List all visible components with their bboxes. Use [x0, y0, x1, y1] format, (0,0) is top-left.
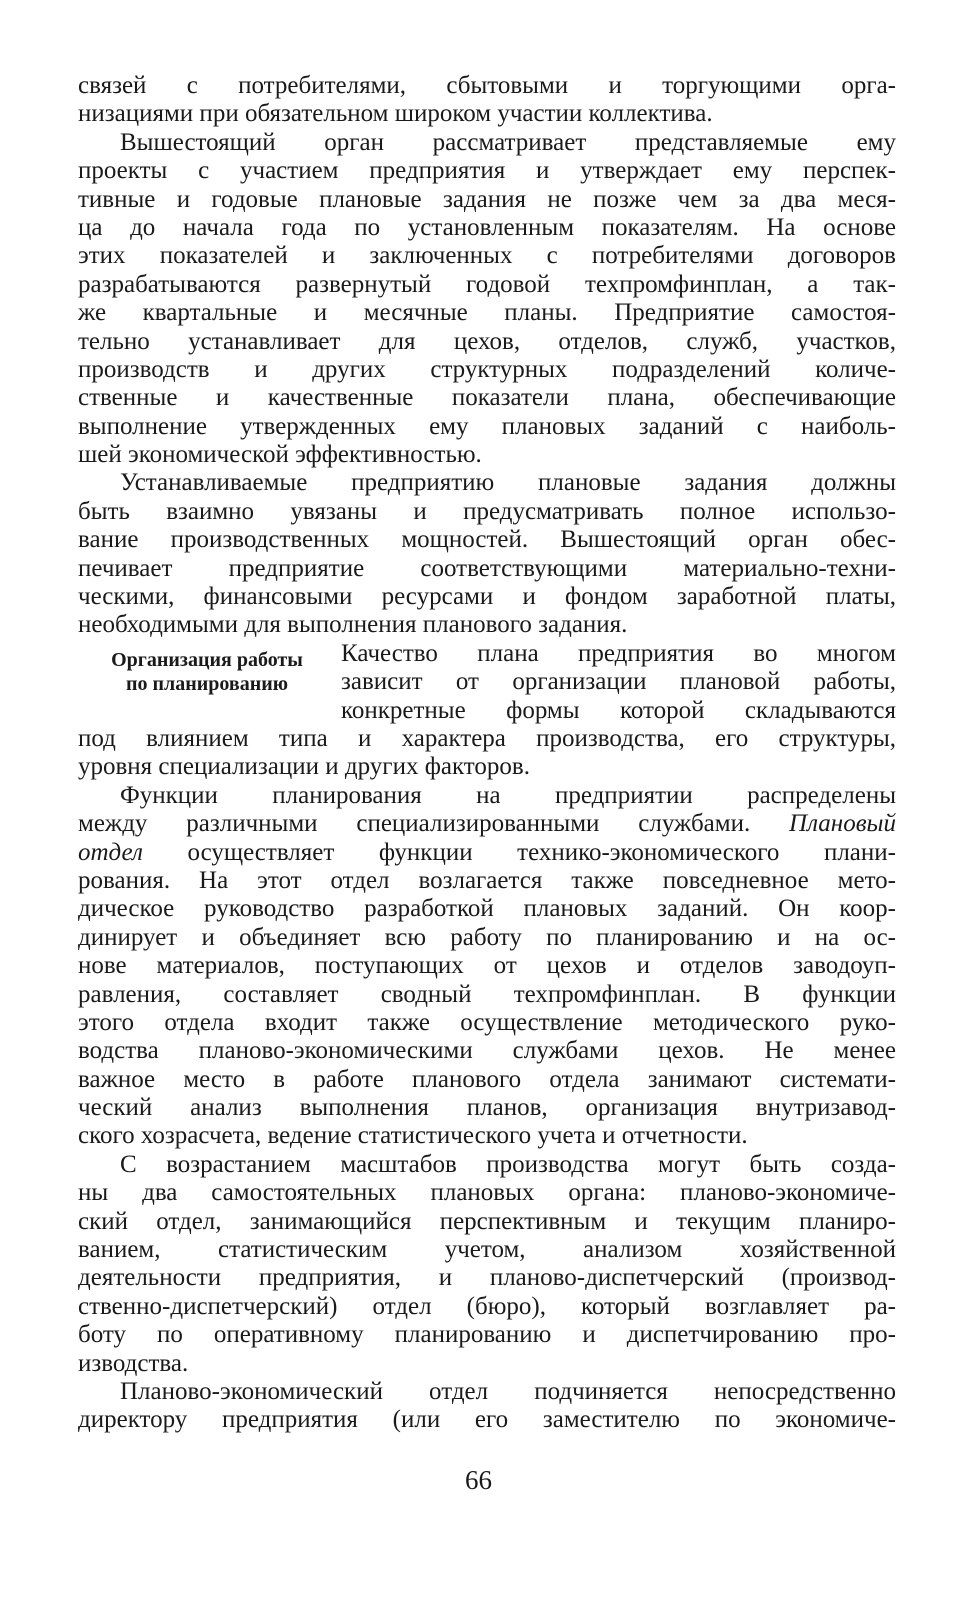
text-line: необходимыми для выполнения планового задания.: [78, 611, 628, 639]
text-line: рования. На этот отдел возлагается также повседневное мето-: [78, 866, 896, 894]
text-line: изводства.: [78, 1349, 189, 1377]
text-line: ческими, финансовыми ресурсами и фондом заработной платы,: [78, 583, 896, 611]
paragraph-1: [78, 72, 896, 129]
text-line: зависит от организации плановой работы,: [341, 668, 896, 696]
page-body: [78, 72, 896, 1435]
text-line: печивает предприятие соответствующими материально-техни-: [78, 554, 896, 582]
text-line: Качество плана предприятия во многом: [341, 639, 896, 667]
text-line: низациями при обязательном широком участии коллектива.: [78, 100, 713, 128]
text-line: боту по оперативному планированию и диспетчированию про-: [78, 1321, 896, 1349]
text-line: этих показателей и заключенных с потребителями договоров: [78, 242, 896, 270]
side-heading-line: Организация работы: [111, 648, 303, 671]
text-line: деятельности предприятия, и планово-диспетчерский (производ-: [78, 1264, 896, 1292]
text-line: ческий анализ выполнения планов, организация внутризавод-: [78, 1094, 896, 1122]
text-run: осуществляет функции технико-экономического плани-: [142, 838, 896, 866]
text-line: важное место в работе планового отдела занимают системати-: [78, 1065, 896, 1093]
text-line: конкретные формы которой складываются: [341, 696, 896, 724]
text-run: между различными специализированными службами.: [78, 810, 790, 838]
text-line: проекты с участием предприятия и утверждает ему перспек-: [78, 157, 896, 185]
text-line: [78, 810, 896, 838]
text-line: [78, 839, 896, 867]
page-number: 66: [465, 1465, 492, 1495]
text-line: связей с потребителями, сбытовыми и торгующими орга-: [78, 72, 896, 99]
text-line: ский отдел, занимающийся перспективным и текущим планиро-: [78, 1207, 896, 1235]
text-line: ны два самостоятельных плановых органа: планово-экономиче-: [78, 1179, 896, 1207]
text-line: водства планово-экономическими службами цехов. Не менее: [78, 1037, 896, 1065]
text-line: тельно устанавливает для цехов, отделов, служб, участков,: [78, 327, 896, 355]
text-line: этого отдела входит также осуществление методического руко-: [78, 1008, 896, 1036]
text-line: тивные и годовые плановые задания не позже чем за два меся-: [78, 185, 896, 213]
side-heading: [78, 648, 336, 696]
text-line: ственные и качественные показатели плана, обеспечивающие: [78, 384, 896, 412]
text-line: ского хозрасчета, ведение статистического учета и отчетности.: [78, 1122, 748, 1150]
side-heading-line: по планированию: [125, 672, 289, 695]
text-line: ца до начала года по установленным показателям. На основе: [78, 213, 896, 241]
paragraph-3: [78, 469, 896, 639]
italic-term: отдел: [78, 838, 143, 866]
text-line: Функции планирования на предприятии распределены: [120, 781, 896, 809]
italic-term: Плановый: [789, 810, 896, 838]
text-line: директору предприятия (или его заместителю по экономиче-: [78, 1406, 896, 1434]
paragraph-4: [78, 640, 896, 782]
text-line: дическое руководство разработкой плановых заданий. Он коор-: [78, 895, 896, 923]
text-line: ственно-диспетчерский) отдел (бюро), который возглавляет ра-: [78, 1292, 896, 1320]
text-line: уровня специализации и других факторов.: [78, 753, 530, 781]
text-line: вание производственных мощностей. Вышестоящий орган обес-: [78, 526, 896, 554]
text-line: быть взаимно увязаны и предусматривать полное использо-: [78, 497, 896, 525]
text-line: выполнение утвержденных ему плановых заданий с наиболь-: [78, 412, 896, 440]
paragraph-5: [78, 782, 896, 1151]
text-line: разрабатываются развернутый годовой техпромфинплан, а так-: [78, 270, 896, 298]
text-line: нове материалов, поступающих от цехов и отделов заводоуп-: [78, 952, 896, 980]
text-line: же квартальные и месячные планы. Предприятие самостоя-: [78, 299, 896, 327]
text-line: производств и других структурных подразделений количе-: [78, 355, 896, 383]
text-line: Устанавливаемые предприятию плановые задания должны: [120, 469, 896, 497]
paragraph-6: [78, 1151, 896, 1378]
text-line: динирует и объединяет всю работу по планированию и на ос-: [78, 923, 896, 951]
text-line: Планово-экономический отдел подчиняется непосредственно: [120, 1377, 896, 1405]
text-line: под влиянием типа и характера производства, его структуры,: [78, 724, 896, 752]
text-line: Вышестоящий орган рассматривает представляемые ему: [120, 128, 896, 156]
text-line: ванием, статистическим учетом, анализом хозяйственной: [78, 1236, 896, 1264]
text-line: шей экономической эффективностью.: [78, 441, 482, 469]
text-line: С возрастанием масштабов производства могут быть созда-: [120, 1150, 896, 1178]
paragraph-2: [78, 129, 896, 470]
text-line: равления, составляет сводный техпромфинплан. В функции: [78, 980, 896, 1008]
paragraph-7: [78, 1378, 896, 1435]
